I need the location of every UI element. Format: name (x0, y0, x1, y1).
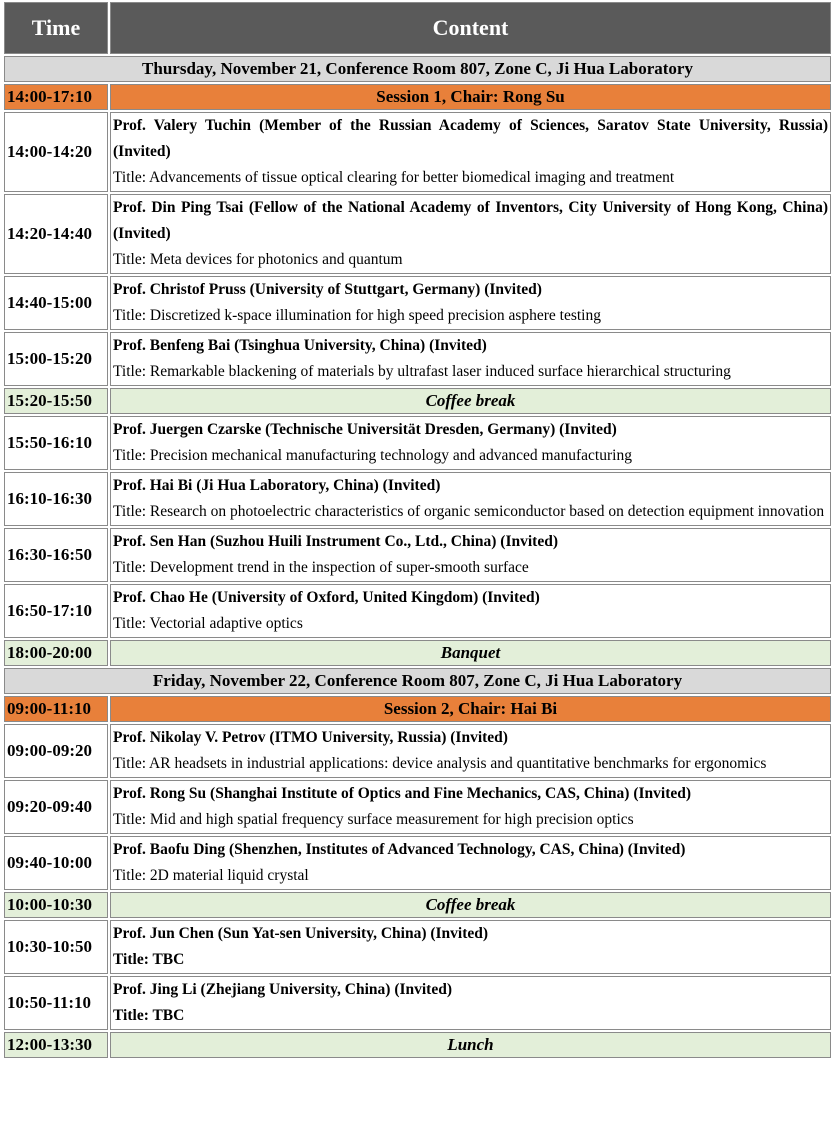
talk-time: 14:00-14:20 (4, 112, 108, 192)
speaker-name: Prof. Hai Bi (Ji Hua Laboratory, China) (Invited) (113, 477, 441, 494)
talk-time: 10:50-11:10 (4, 976, 108, 1030)
speaker-name: Prof. Nikolay V. Petrov (ITMO University, Russia) (Invited) (113, 729, 508, 746)
session-time: 09:00-11:10 (4, 696, 108, 722)
speaker-name: Prof. Christof Pruss (University of Stuttgart, Germany) (Invited) (113, 281, 542, 298)
break-row (4, 388, 831, 414)
talk-time: 09:20-09:40 (4, 780, 108, 834)
content-column-header: Content (110, 2, 831, 54)
talk-time: 09:40-10:00 (4, 836, 108, 890)
schedule-table (2, 0, 833, 1060)
break-label: Lunch (110, 1032, 831, 1058)
talk-row (4, 472, 831, 526)
talk-title: Title: Discretized k-space illumination for high speed precision asphere testing (113, 307, 601, 324)
speaker-name: Prof. Juergen Czarske (Technische Universität Dresden, Germany) (Invited) (113, 421, 617, 438)
break-time: 12:00-13:30 (4, 1032, 108, 1058)
talk-row (4, 528, 831, 582)
talk-row (4, 194, 831, 274)
talk-time: 14:40-15:00 (4, 276, 108, 330)
talk-title: Title: AR headsets in industrial applications: device analysis and quantitative benchmarks for ergonomics (113, 755, 767, 772)
talk-title: Title: Vectorial adaptive optics (113, 615, 303, 632)
talk-content (110, 976, 831, 1030)
schedule-body (4, 56, 831, 1058)
day-header: Friday, November 22, Conference Room 807, Zone C, Ji Hua Laboratory (4, 668, 831, 694)
talk-title: Title: Research on photoelectric characteristics of organic semiconductor based on detection equipment innovation (113, 503, 825, 520)
speaker-name: Prof. Jing Li (Zhejiang University, China) (Invited) (113, 981, 453, 998)
talk-row (4, 112, 831, 192)
talk-content (110, 724, 831, 778)
break-label: Banquet (110, 640, 831, 666)
day-header-row (4, 56, 831, 82)
break-label: Coffee break (110, 892, 831, 918)
talk-row (4, 584, 831, 638)
talk-row (4, 416, 831, 470)
day-header: Thursday, November 21, Conference Room 807, Zone C, Ji Hua Laboratory (4, 56, 831, 82)
talk-content (110, 920, 831, 974)
session-title: Session 2, Chair: Hai Bi (110, 696, 831, 722)
speaker-name: Prof. Valery Tuchin (Member of the Russian Academy of Sciences, Saratov State University, Russia) (Invited) (113, 117, 828, 160)
speaker-name: Prof. Baofu Ding (Shenzhen, Institutes of Advanced Technology, CAS, China) (Invited) (113, 841, 686, 858)
talk-time: 10:30-10:50 (4, 920, 108, 974)
talk-content (110, 780, 831, 834)
break-label: Coffee break (110, 388, 831, 414)
talk-title: Title: TBC (113, 1007, 185, 1024)
talk-row (4, 724, 831, 778)
talk-title: Title: Development trend in the inspection of super-smooth surface (113, 559, 529, 576)
break-row (4, 640, 831, 666)
speaker-name: Prof. Din Ping Tsai (Fellow of the National Academy of Inventors, City University of Hong Kong, China) (Invited) (113, 199, 828, 242)
talk-time: 15:00-15:20 (4, 332, 108, 386)
talk-time: 16:10-16:30 (4, 472, 108, 526)
break-row (4, 1032, 831, 1058)
talk-content (110, 112, 831, 192)
time-column-header: Time (4, 2, 108, 54)
session-row (4, 696, 831, 722)
talk-content (110, 472, 831, 526)
speaker-name: Prof. Jun Chen (Sun Yat-sen University, China) (Invited) (113, 925, 489, 942)
talk-row (4, 836, 831, 890)
day-header-row (4, 668, 831, 694)
talk-row (4, 780, 831, 834)
talk-content (110, 584, 831, 638)
break-time: 10:00-10:30 (4, 892, 108, 918)
talk-row (4, 976, 831, 1030)
talk-title: Title: Meta devices for photonics and quantum (113, 251, 403, 268)
session-time: 14:00-17:10 (4, 84, 108, 110)
speaker-name: Prof. Benfeng Bai (Tsinghua University, China) (Invited) (113, 337, 487, 354)
speaker-name: Prof. Chao He (University of Oxford, United Kingdom) (Invited) (113, 589, 540, 606)
talk-title: Title: Precision mechanical manufacturing technology and advanced manufacturing (113, 447, 632, 464)
talk-title: Title: Remarkable blackening of materials by ultrafast laser induced surface hierarchical structuring (113, 363, 731, 380)
talk-time: 14:20-14:40 (4, 194, 108, 274)
talk-row (4, 332, 831, 386)
talk-content (110, 194, 831, 274)
talk-content (110, 416, 831, 470)
talk-row (4, 920, 831, 974)
talk-time: 16:50-17:10 (4, 584, 108, 638)
talk-time: 15:50-16:10 (4, 416, 108, 470)
talk-content (110, 276, 831, 330)
break-row (4, 892, 831, 918)
talk-title: Title: 2D material liquid crystal (113, 867, 309, 884)
talk-title: Title: Mid and high spatial frequency surface measurement for high precision optics (113, 811, 634, 828)
header-row (4, 2, 831, 54)
talk-content (110, 332, 831, 386)
talk-time: 16:30-16:50 (4, 528, 108, 582)
talk-content (110, 836, 831, 890)
session-row (4, 84, 831, 110)
talk-time: 09:00-09:20 (4, 724, 108, 778)
talk-title: Title: TBC (113, 951, 185, 968)
speaker-name: Prof. Rong Su (Shanghai Institute of Optics and Fine Mechanics, CAS, China) (Invited) (113, 785, 692, 802)
talk-content (110, 528, 831, 582)
talk-row (4, 276, 831, 330)
break-time: 15:20-15:50 (4, 388, 108, 414)
talk-title: Title: Advancements of tissue optical clearing for better biomedical imaging and treatment (113, 169, 675, 186)
break-time: 18:00-20:00 (4, 640, 108, 666)
session-title: Session 1, Chair: Rong Su (110, 84, 831, 110)
speaker-name: Prof. Sen Han (Suzhou Huili Instrument Co., Ltd., China) (Invited) (113, 533, 558, 550)
